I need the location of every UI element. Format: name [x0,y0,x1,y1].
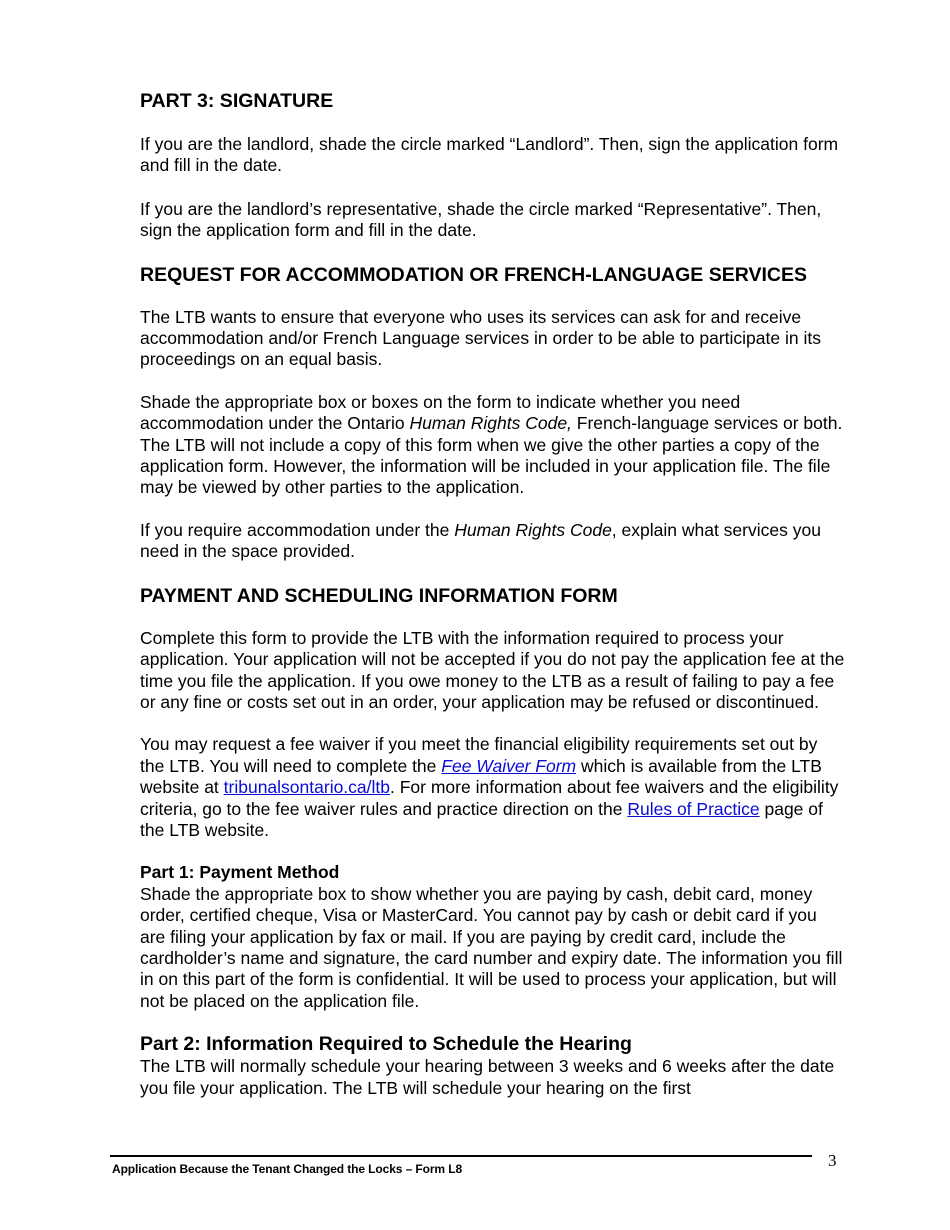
footer-form-title: Application Because the Tenant Changed the Locks – Form L8 [112,1162,463,1176]
accommodation-paragraph-intro: The LTB wants to ensure that everyone who uses its services can ask for and receive accommodation and/or French Language services in order to be able to participate in its proceedings on an equal basis. [140,306,821,370]
part3-paragraph-representative: If you are the landlord’s representative, shade the circle marked “Representative”. Then, sign the application form and fill in the date. [140,198,822,241]
document-body [140,88,845,1099]
human-rights-code-italic: Human Rights Code, [409,413,572,434]
fee-waiver-form-link[interactable]: Fee Waiver Form [441,755,577,776]
tribunals-ontario-link[interactable]: tribunalsontario.ca/ltb [223,777,391,798]
accommodation-paragraph-shade: Shade the appropriate box or boxes on the form to indicate whether you need accommodation under the Ontario Human Rights Code, French-language services or both. The LTB will not include a copy of this form when we give the other parties a copy of the application form. However, the information will be included in your application file. The file may be viewed by other parties to the application. [140,391,843,498]
accommodation-heading: REQUEST FOR ACCOMMODATION OR FRENCH-LANGUAGE SERVICES [140,263,807,286]
payment-part1-heading: Part 1: Payment Method [140,862,340,883]
human-rights-code-italic-2: Human Rights Code [454,519,612,540]
payment-paragraph-fee-waiver: You may request a fee waiver if you meet the financial eligibility requirements set out by the LTB. You will need to complete the Fee Waiver Form which is available from the LTB website at tribunalsontario.ca/ltb. For more information about fee waivers and the eligibility criteria, go to the fee waiver rules and practice direction on the Rules of Practice page of the LTB website. [140,734,839,840]
payment-paragraph-intro: Complete this form to provide the LTB with the information required to process your application. Your application will not be accepted if you do not pay the application fee at the time you file the application. If you owe money to the LTB as a result of failing to pay a fee or any fine or costs set out in an order, your application may be refused or discontinued. [140,627,845,712]
payment-part1-paragraph: Shade the appropriate box to show whether you are paying by cash, debit card, money order, certified cheque, Visa or MasterCard. You cannot pay by cash or debit card if you are filing your application by fax or mail. If you are paying by credit card, include the cardholder’s name and signature, the card number and expiry date. The information you fill in on this part of the form is confidential. It will be used to process your application, but will not be placed on the application file. [140,883,843,1011]
payment-part2-paragraph: The LTB will normally schedule your hearing between 3 weeks and 6 weeks after the date you file your application. The LTB will schedule your hearing on the first [140,1056,835,1098]
footer-divider [110,1155,812,1157]
part3-heading: PART 3: SIGNATURE [140,90,334,112]
part3-paragraph-landlord: If you are the landlord, shade the circle marked “Landlord”. Then, sign the application form and fill in the date. [140,134,839,176]
rules-of-practice-link[interactable]: Rules of Practice [627,798,760,819]
accommodation-paragraph-explain: If you require accommodation under the Human Rights Code, explain what services you need in the space provided. [140,519,821,562]
payment-heading: PAYMENT AND SCHEDULING INFORMATION FORM [140,584,618,607]
page-number: 3 [828,1151,837,1170]
payment-part2-heading: Part 2: Information Required to Schedule the Hearing [140,1033,632,1056]
